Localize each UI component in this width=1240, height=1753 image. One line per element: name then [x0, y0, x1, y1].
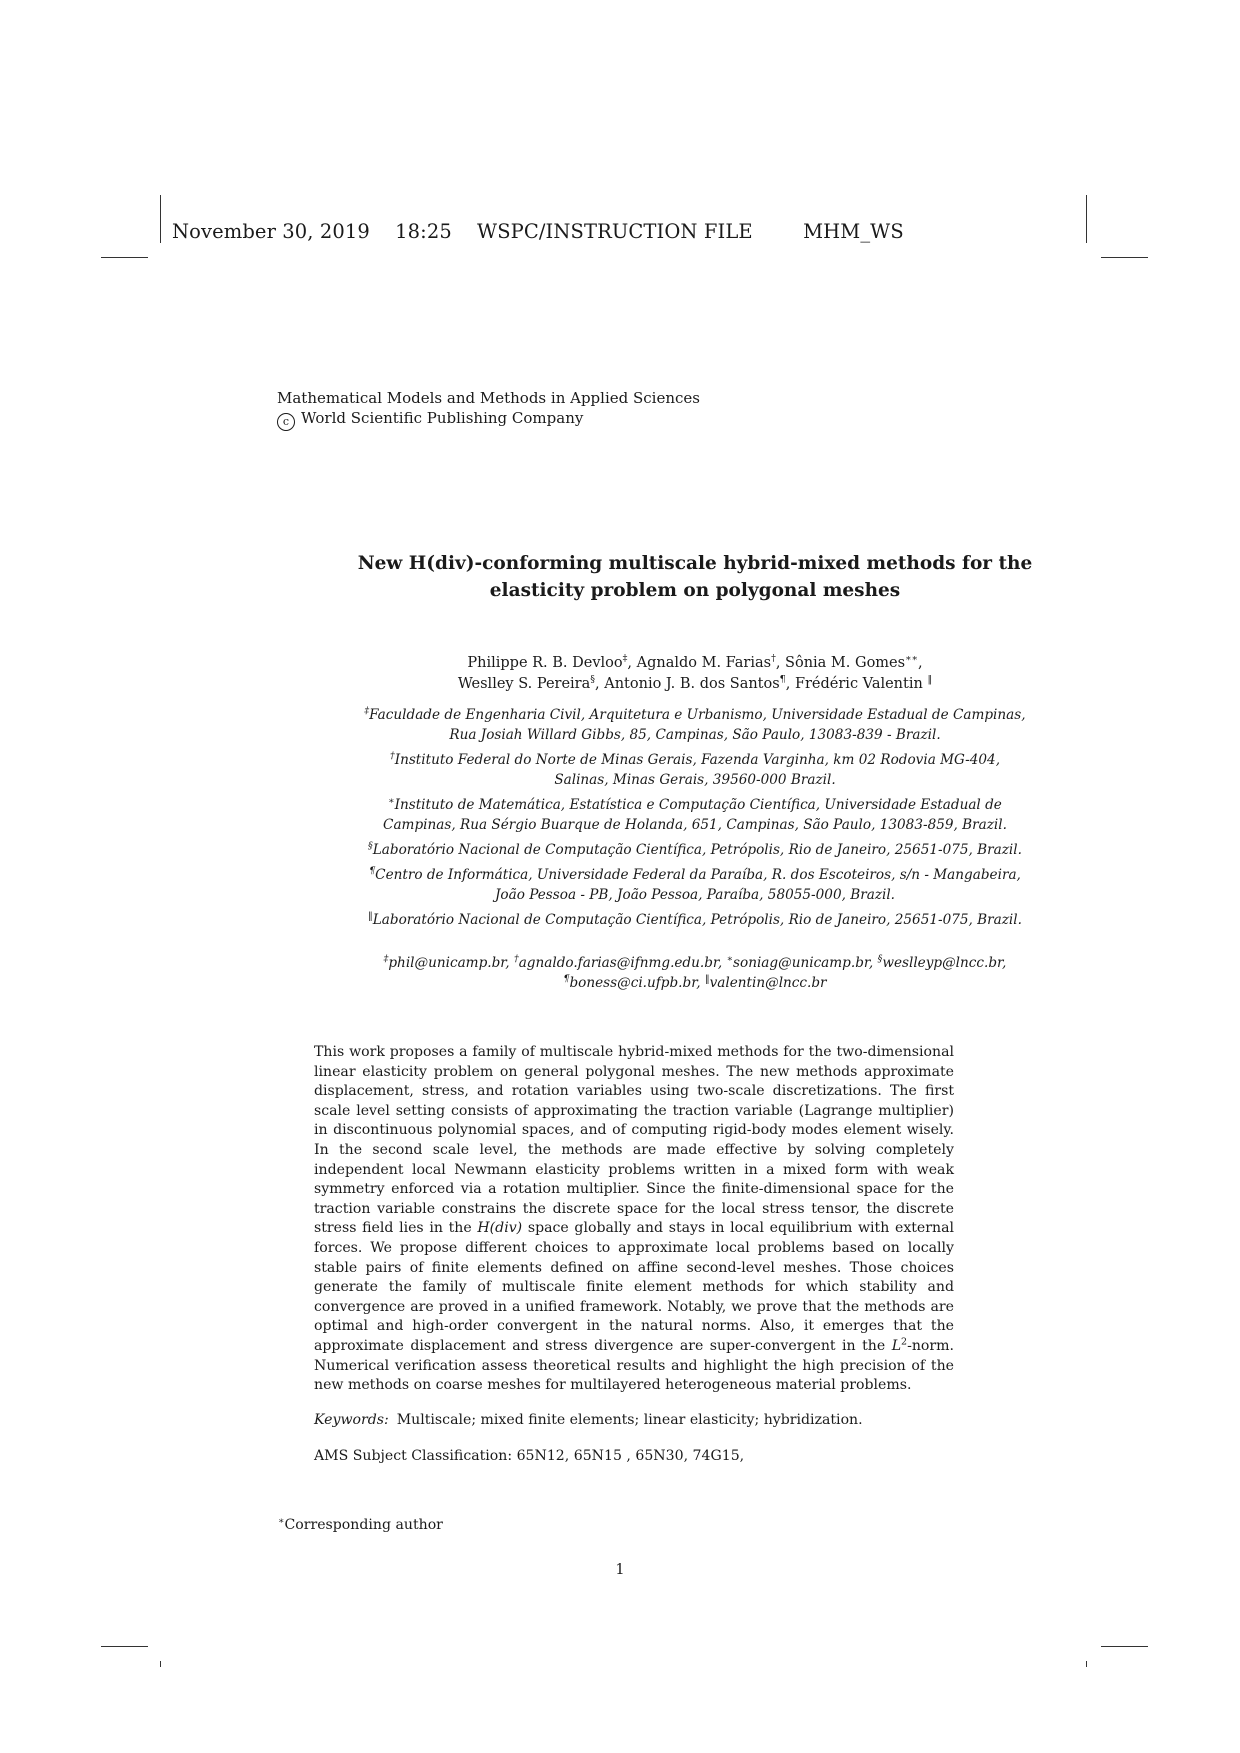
affiliation-text: Instituto de Matemática, Estatística e Computação Científica, Universidade Estadual de: [394, 797, 1002, 813]
author-list: [240, 653, 1150, 695]
footnote-text: Corresponding author: [284, 1517, 443, 1533]
footnote: [278, 1515, 443, 1535]
abstract-l2-math: L: [891, 1337, 902, 1354]
affiliation-text: Instituto Federal do Norte de Minas Gerais, Fazenda Varginha, km 02 Rodovia MG-404,: [394, 752, 1001, 768]
email-mark: †: [513, 953, 519, 965]
affiliation-line: [250, 705, 1140, 725]
crop-mark-top-left-vertical: [160, 195, 161, 243]
email-link[interactable]: weslleyp@lncc.br,: [882, 955, 1007, 971]
author-name: Agnaldo M. Farias: [636, 655, 772, 671]
header-file-name: MHM_WS: [803, 220, 904, 243]
abstract-hdiv-math: H(div): [477, 1220, 523, 1237]
keywords-label: Keywords:: [314, 1412, 389, 1428]
affiliation-text: Laboratório Nacional de Computação Científica, Petrópolis, Rio de Janeiro, 25651-075, Brazil.: [372, 912, 1022, 928]
affiliation-line: [250, 865, 1140, 885]
affiliation-text: Faculdade de Engenharia Civil, Arquitetura e Urbanismo, Universidade Estadual de Campinas,: [369, 707, 1026, 723]
ams-classification: AMS Subject Classification: 65N12, 65N15 , 65N30, 74G15,: [314, 1448, 745, 1464]
affiliation-text: Centro de Informática, Universidade Federal da Paraíba, R. dos Escoteiros, s/n - Mangabeira,: [375, 867, 1021, 883]
affiliation-line: Campinas, Rua Sérgio Buarque de Holanda, 651, Campinas, São Paulo, 13083-859, Brazil.: [383, 817, 1007, 833]
affiliation-mark: ‖: [368, 910, 373, 922]
copyright-icon: c: [277, 413, 295, 431]
author-name: Frédéric Valentin: [794, 676, 923, 692]
email-link[interactable]: phil@unicamp.br,: [388, 955, 510, 971]
keywords: [314, 1410, 954, 1430]
journal-publisher-line: [277, 408, 700, 431]
affiliation-mark: ¶: [369, 865, 376, 877]
email-line-2: [250, 973, 1140, 993]
author-name: Philippe R. B. Devloo: [467, 655, 623, 671]
email-link[interactable]: boness@ci.ufpb.br,: [569, 975, 701, 991]
email-mark: ¶: [563, 973, 570, 985]
author-name: Antonio J. B. dos Santos: [604, 676, 780, 692]
crop-mark-bottom-right-horizontal: [1101, 1646, 1148, 1647]
crop-mark-top-right-horizontal: [1101, 257, 1148, 258]
author-line-1: Philippe R. B. Devloo‡, Agnaldo M. Farias†, Sônia M. Gomes∗∗,: [467, 653, 923, 671]
header-time: 18:25: [395, 220, 452, 243]
affiliation-line: [250, 750, 1140, 770]
journal-publisher: World Scientific Publishing Company: [301, 409, 584, 427]
header-file-type: WSPC/INSTRUCTION FILE: [477, 220, 753, 243]
author-name: Sônia M. Gomes: [785, 655, 906, 671]
footnote-mark: ∗: [278, 1515, 285, 1527]
author-mark: ‖: [927, 674, 933, 686]
affiliation-line: Salinas, Minas Gerais, 39560-000 Brazil.: [554, 772, 836, 788]
crop-mark-top-right-vertical: [1086, 195, 1087, 243]
affiliation-list: [250, 705, 1140, 935]
affiliation-line: [250, 910, 1140, 930]
affiliation-line: [250, 795, 1140, 815]
crop-mark-bottom-left-horizontal: [101, 1646, 148, 1647]
affiliation: [250, 910, 1140, 930]
author-name: Weslley S. Pereira: [457, 676, 591, 692]
email-mark: ‖: [704, 973, 710, 985]
affiliation: [250, 865, 1140, 905]
page-number: 1: [615, 1562, 625, 1578]
abstract-text-3: -norm. Numerical verification assess theoretical results and highlight the high precision of the new methods on coarse meshes for multilayered heterogeneous material problems.: [314, 1337, 954, 1394]
email-list: [250, 953, 1140, 993]
email-mark: ∗: [726, 953, 734, 965]
abstract: [314, 1043, 954, 1396]
abstract-text-2: space globally and stays in local equilibrium with external forces. We propose different choices to approximate local problems based on locally stable pairs of finite elements defined on affine second-level meshes. Those choices generate the family of multiscale finite element methods for which stability and convergence are proved in a unified framework. Notably, we prove that the methods are optimal and high-order convergent in the natural norms. Also, it emerges that the approximate displacement and stress divergence are super-convergent in the: [314, 1220, 954, 1354]
abstract-l2-exponent: 2: [901, 1336, 908, 1348]
email-mark: §: [877, 953, 883, 965]
affiliation: [250, 705, 1140, 745]
affiliation-line: [250, 840, 1140, 860]
crop-mark-top-left-horizontal: [101, 257, 148, 258]
crop-mark-bottom-left-vertical: [160, 1661, 161, 1667]
author-mark: †: [771, 653, 776, 665]
crop-mark-bottom-right-vertical: [1086, 1661, 1087, 1667]
author-mark: ∗∗: [905, 653, 918, 665]
abstract-text-1: This work proposes a family of multiscale hybrid-mixed methods for the two-dimensional linear elasticity problem on general polygonal meshes. The new methods approximate displacement, stress, and rotation variables using two-scale discretizations. The first scale level setting consists of approximating the traction variable (Lagrange multiplier) in discontinuous polynomial spaces, and of computing rigid-body modes element wisely. In the second scale level, the methods are made effective by solving completely independent local Newmann elasticity problems written in a mixed form with weak symmetry enforced via a rotation multiplier. Since the finite-dimensional space for the traction variable constrains the discrete space for the local stress tensor, the discrete stress field lies in the: [314, 1044, 954, 1237]
affiliation-mark: §: [368, 840, 373, 852]
affiliation: [250, 840, 1140, 860]
journal-name: Mathematical Models and Methods in Applied Sciences: [277, 389, 700, 407]
affiliation-mark: †: [389, 750, 395, 762]
email-link[interactable]: soniag@unicamp.br,: [733, 955, 874, 971]
email-link[interactable]: agnaldo.farias@ifnmg.edu.br,: [518, 955, 723, 971]
email-line-1: [250, 953, 1140, 973]
affiliation-line: João Pessoa - PB, João Pessoa, Paraíba, 58055-000, Brazil.: [494, 887, 896, 903]
title-line-2: elasticity problem on polygonal meshes: [489, 580, 901, 601]
keywords-text: Multiscale; mixed finite elements; linear elasticity; hybridization.: [396, 1412, 863, 1428]
email-link[interactable]: valentin@lncc.br: [709, 975, 827, 991]
journal-info: [277, 388, 700, 431]
author-mark: ‡: [622, 653, 628, 665]
affiliation-mark: ∗: [388, 795, 395, 807]
affiliation-line: Rua Josiah Willard Gibbs, 85, Campinas, São Paulo, 13083-839 - Brazil.: [449, 727, 941, 743]
affiliation: [250, 795, 1140, 835]
email-mark: ‡: [383, 953, 389, 965]
author-mark: §: [590, 674, 596, 686]
author-mark: ¶: [779, 674, 786, 686]
running-header: [172, 220, 904, 243]
affiliation: [250, 750, 1140, 790]
affiliation-text: Laboratório Nacional de Computação Científica, Petrópolis, Rio de Janeiro, 25651-075, Brazil.: [372, 842, 1022, 858]
title-line-1: New H(div)-conforming multiscale hybrid-mixed methods for the: [357, 553, 1033, 574]
header-date: November 30, 2019: [172, 220, 370, 243]
paper-title: [240, 550, 1150, 604]
affiliation-mark: ‡: [364, 705, 370, 717]
author-line-2: Weslley S. Pereira§, Antonio J. B. dos Santos¶, Frédéric Valentin ‖: [457, 674, 933, 692]
